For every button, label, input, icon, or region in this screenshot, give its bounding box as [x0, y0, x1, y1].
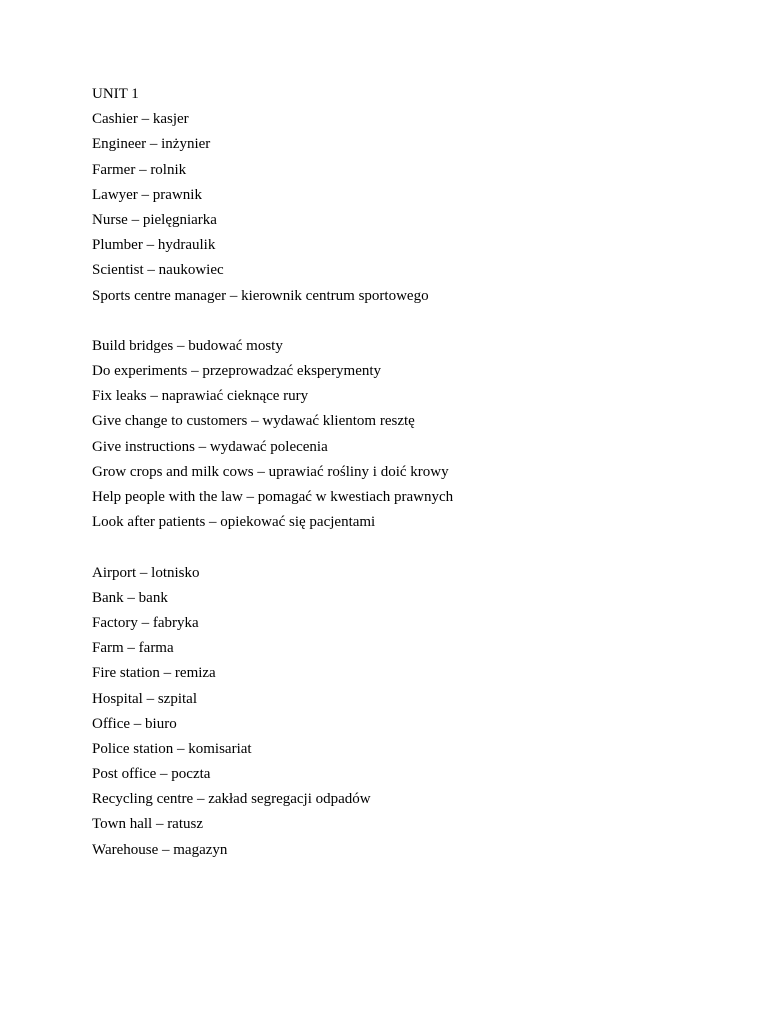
- unit-heading: UNIT 1: [92, 86, 139, 102]
- section-spacer: [92, 535, 712, 560]
- vocab-item-place: Airport – lotnisko: [92, 564, 200, 581]
- vocab-item-activity: Give instructions – wydawać polecenia: [92, 438, 328, 455]
- vocab-item-place: Police station – komisariat: [92, 740, 252, 757]
- vocab-item-job: Nurse – pielęgniarka: [92, 211, 217, 228]
- vocab-item-activity: Help people with the law – pomagać w kwestiach prawnych: [92, 489, 454, 505]
- vocab-item-job: Cashier – kasjer: [92, 111, 189, 128]
- jobs-section: [92, 107, 712, 309]
- vocab-item-place: Warehouse – magazyn: [92, 841, 228, 858]
- vocab-item-place: Town hall – ratusz: [92, 816, 204, 833]
- vocab-item-activity: Give change to customers – wydawać klientom resztę: [92, 413, 415, 430]
- vocab-item-job: Plumber – hydraulik: [92, 237, 216, 254]
- vocab-item-job: Farmer – rolnik: [92, 161, 187, 178]
- activities-section: [92, 334, 712, 536]
- vocab-item-activity: Look after patients – opiekować się pacjentami: [92, 514, 376, 531]
- vocab-item-job: Scientist – naukowiec: [92, 262, 224, 279]
- places-section: [92, 561, 712, 863]
- vocab-item-place: Bank – bank: [92, 589, 168, 606]
- vocab-item-place: Recycling centre – zakład segregacji odpadów: [92, 791, 371, 808]
- vocab-item-activity: Build bridges – budować mosty: [92, 337, 283, 354]
- vocab-item-place: Fire station – remiza: [92, 665, 216, 682]
- vocab-item-place: Farm – farma: [92, 640, 174, 657]
- vocab-item-activity: Do experiments – przeprowadzać eksperymenty: [92, 363, 382, 380]
- vocab-item-activity: Grow crops and milk cows – uprawiać rośliny i doić krowy: [92, 463, 449, 480]
- vocab-item-place: Hospital – szpital: [92, 690, 197, 707]
- vocab-item-job: Lawyer – prawnik: [92, 186, 202, 203]
- vocab-item-activity: Fix leaks – naprawiać cieknące rury: [92, 388, 309, 405]
- section-spacer: [92, 309, 712, 334]
- vocab-item-place: Post office – poczta: [92, 766, 211, 783]
- vocab-item-place: Factory – fabryka: [92, 614, 199, 631]
- vocab-item-place: Office – biuro: [92, 715, 177, 732]
- vocab-item-job: Sports centre manager – kierownik centrum sportowego: [92, 287, 429, 304]
- vocab-item-job: Engineer – inżynier: [92, 136, 211, 153]
- vocabulary-list: [92, 82, 712, 863]
